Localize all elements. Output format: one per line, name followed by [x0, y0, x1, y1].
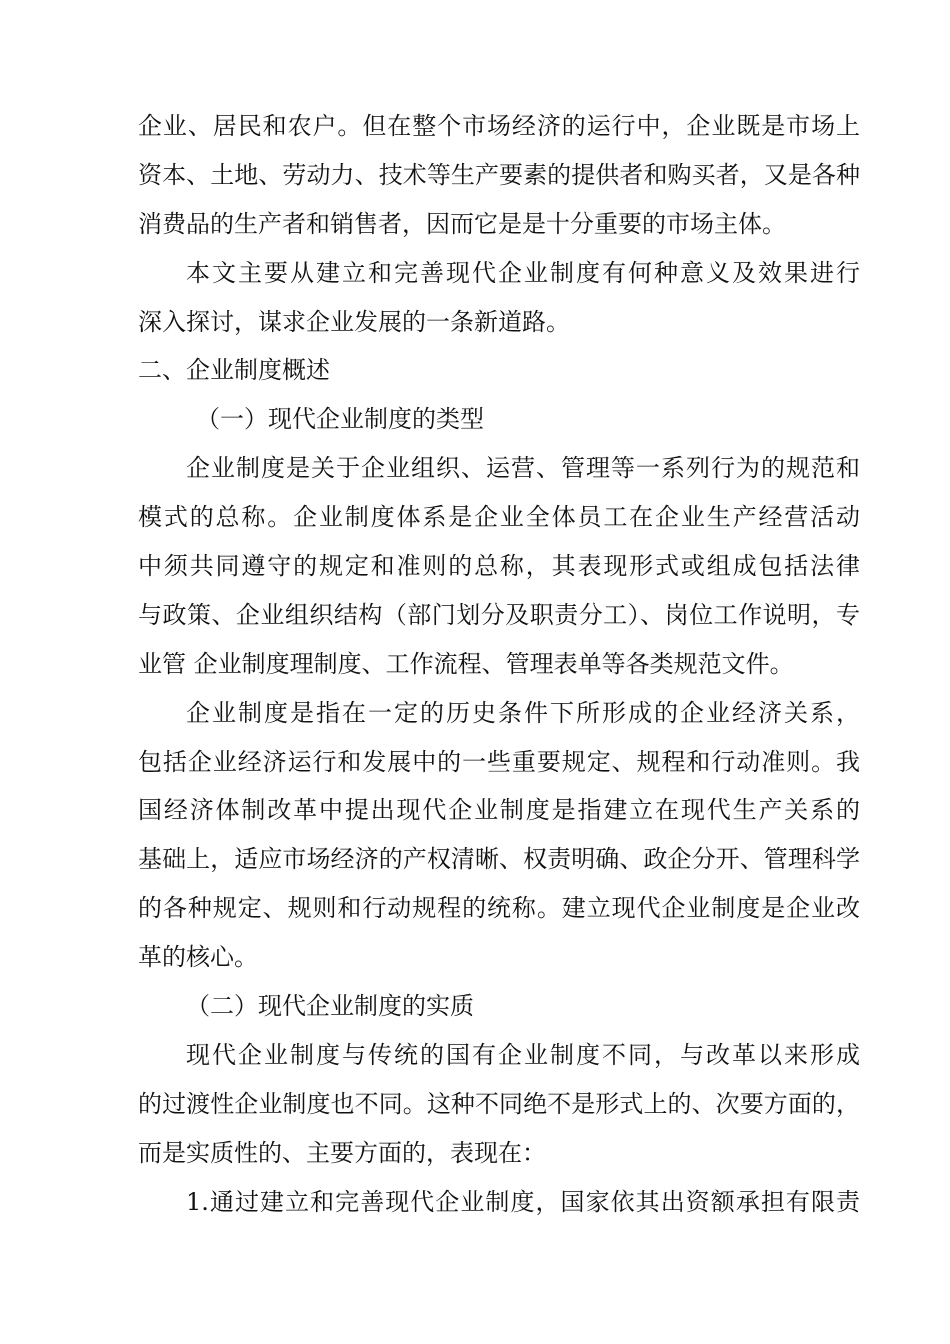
body-line: 深入探讨，谋求企业发展的一条新道路。	[138, 307, 570, 336]
list-item: 1.通过建立和完善现代企业制度，国家依其出资额承担有限责	[186, 1187, 860, 1216]
body-line: 企业制度是指在一定的历史条件下所形成的企业经济关系，	[186, 698, 860, 727]
body-line: 的过渡性企业制度也不同。这种不同绝不是形式上的、次要方面的，	[138, 1089, 860, 1118]
body-line: 消费品的生产者和销售者，因而它是是十分重要的市场主体。	[138, 209, 786, 238]
body-line: 现代企业制度与传统的国有企业制度不同，与改革以来形成	[186, 1040, 860, 1069]
body-line: 包括企业经济运行和发展中的一些重要规定、规程和行动准则。我	[138, 747, 860, 776]
body-line: 的各种规定、规则和行动规程的统称。建立现代企业制度是企业改	[138, 894, 860, 923]
subsection-heading: （二）现代企业制度的实质	[186, 992, 474, 1021]
subsection-heading: （一）现代企业制度的类型	[196, 405, 484, 434]
body-line: 企业、居民和农户。但在整个市场经济的运行中，企业既是市场上	[138, 112, 860, 140]
body-line: 模式的总称。企业制度体系是企业全体员工在企业生产经营活动	[138, 503, 860, 532]
body-line: 中须共同遵守的规定和准则的总称，其表现形式或组成包括法律	[138, 552, 860, 581]
section-heading: 二、企业制度概述	[138, 356, 330, 385]
document-body	[138, 102, 860, 1226]
body-line: 革的核心。	[138, 943, 258, 972]
body-line: 国经济体制改革中提出现代企业制度是指建立在现代生产关系的	[138, 796, 860, 825]
body-line: 基础上，适应市场经济的产权清晰、权责明确、政企分开、管理科学	[138, 845, 860, 874]
body-line: 业管 企业制度理制度、工作流程、管理表单等各类规范文件。	[138, 649, 794, 678]
body-line: 企业制度是关于企业组织、运营、管理等一系列行为的规范和	[186, 454, 860, 483]
body-line: 本文主要从建立和完善现代企业制度有何种意义及效果进行	[186, 258, 860, 287]
body-line: 与政策、企业组织结构（部门划分及职责分工）、岗位工作说明，专	[138, 600, 860, 629]
body-line: 资本、土地、劳动力、技术等生产要素的提供者和购买者，又是各种	[138, 160, 860, 189]
body-line: 而是实质性的、主要方面的，表现在：	[138, 1138, 546, 1167]
